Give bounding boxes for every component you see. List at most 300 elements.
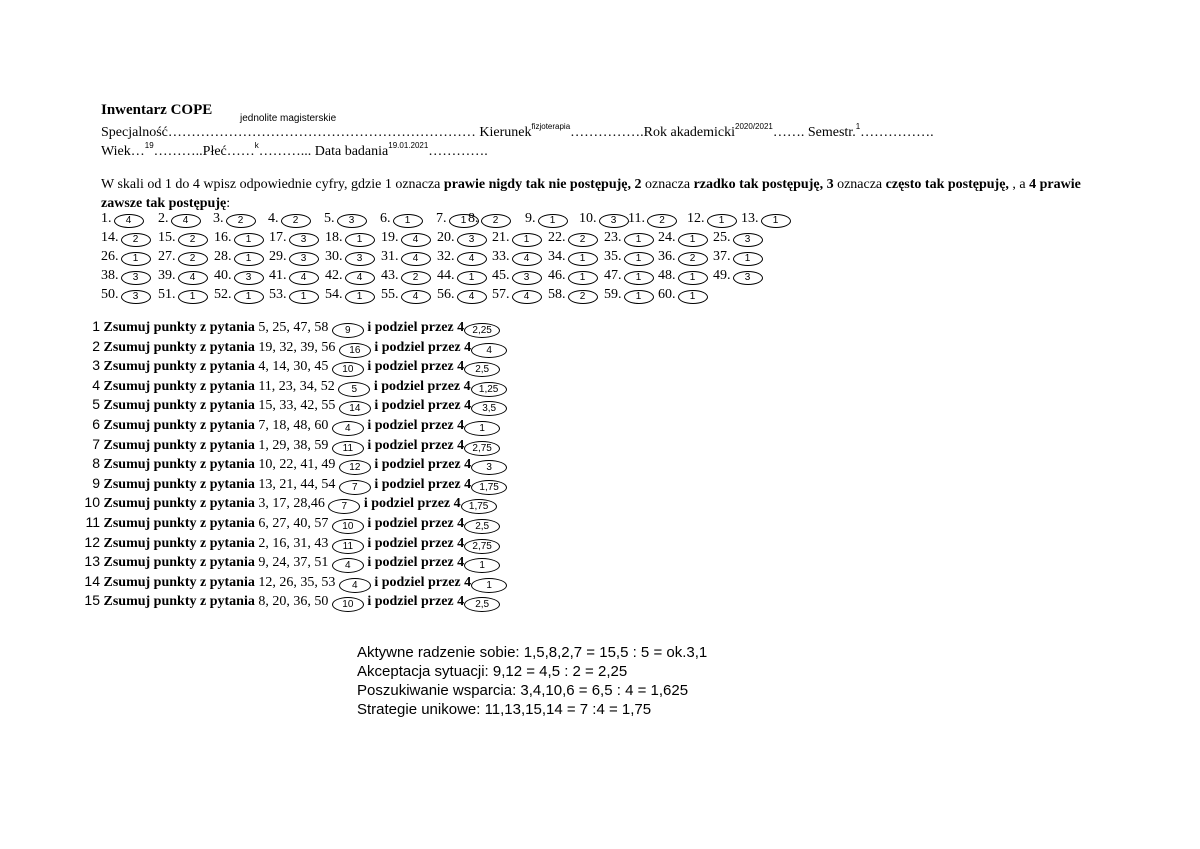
answer-item <box>437 287 487 304</box>
sum-result-oval: 1,25 <box>471 382 507 397</box>
spec-label: Specjalność <box>101 125 168 140</box>
line2-tail: …………. <box>428 144 488 159</box>
answer-item <box>658 287 708 304</box>
plec-label: ………..Płeć…… <box>153 144 255 159</box>
answer-value-oval: 4 <box>401 233 431 247</box>
question-number: 57. <box>492 287 510 302</box>
sum-row <box>74 455 507 475</box>
sum-result-oval: 3 <box>471 460 507 475</box>
sum-middle: i podziel przez 4 <box>370 339 472 355</box>
sum-index: 10 <box>84 494 100 511</box>
answer-item <box>158 268 208 285</box>
sum-row <box>74 534 500 554</box>
answer-value-oval: 2 <box>678 252 708 266</box>
question-number: 14. <box>101 230 119 245</box>
sum-total-oval: 7 <box>328 499 360 514</box>
answer-value-oval: 1 <box>733 252 763 266</box>
answer-value-oval: 2 <box>647 214 677 228</box>
question-number: 21. <box>492 230 510 245</box>
answer-value-oval: 3 <box>121 290 151 304</box>
note-line: Poszukiwanie wsparcia: 3,4,10,6 = 6,5 : 4 = 1,625 <box>357 682 689 699</box>
question-number: 60. <box>658 287 676 302</box>
question-number: 22. <box>548 230 566 245</box>
question-number: 56. <box>437 287 455 302</box>
question-number: 16. <box>214 230 232 245</box>
answer-item <box>381 268 431 285</box>
sum-middle: i podziel przez 4 <box>363 359 465 375</box>
sum-total-oval: 10 <box>332 519 364 534</box>
question-number: 23. <box>604 230 622 245</box>
sum-prefix: Zsumuj punkty z pytania <box>103 496 259 512</box>
answer-value-oval: 2 <box>281 214 311 228</box>
instr-text-3: oznacza <box>833 177 886 192</box>
question-number: 32. <box>437 249 455 264</box>
question-number: 59. <box>604 287 622 302</box>
answer-item <box>268 211 311 228</box>
sum-total-oval: 16 <box>339 343 371 358</box>
answer-value-oval: 1 <box>121 252 151 266</box>
question-number: 51. <box>158 287 176 302</box>
answer-item <box>741 211 791 228</box>
sum-total-oval: 9 <box>332 323 364 338</box>
sum-questions: 12, 26, 35, 53 <box>258 574 339 590</box>
sum-index: 13 <box>84 553 100 570</box>
sum-questions: 19, 32, 39, 56 <box>258 339 339 355</box>
answer-value-oval: 4 <box>345 271 375 285</box>
sum-questions: 9, 24, 37, 51 <box>258 555 332 571</box>
sum-prefix: Zsumuj punkty z pytania <box>103 398 259 414</box>
data-label: ………... Data badania <box>258 144 389 159</box>
sum-row <box>74 573 507 593</box>
specialization-value: jednolite magisterskie <box>240 113 337 124</box>
answer-item <box>325 268 375 285</box>
answer-item <box>214 230 264 247</box>
sum-index: 5 <box>92 396 100 413</box>
question-number: 50. <box>101 287 119 302</box>
question-number: 33. <box>492 249 510 264</box>
sum-index: 7 <box>92 435 100 452</box>
answer-item <box>214 268 264 285</box>
sum-questions: 1, 29, 38, 59 <box>258 437 332 453</box>
sum-middle: i podziel przez 4 <box>370 476 472 492</box>
header-line-2 <box>101 141 488 160</box>
sum-index: 14 <box>84 572 100 589</box>
sum-total-oval: 4 <box>332 558 364 573</box>
question-number: 39. <box>158 268 176 283</box>
answer-value-oval: 1 <box>234 252 264 266</box>
answer-value-oval: 2 <box>568 233 598 247</box>
sum-total-oval: 10 <box>332 362 364 377</box>
question-number: 43. <box>381 268 399 283</box>
instr-text-2: oznacza <box>641 177 694 192</box>
sum-result-oval: 3,5 <box>471 401 507 416</box>
spec-dots: ………………………………………………………… Kierunek <box>167 125 532 140</box>
answer-item <box>579 211 629 228</box>
sum-row <box>74 318 500 338</box>
instr-bold-2: rzadko tak postępuję, 3 <box>693 177 834 192</box>
question-number: 6. <box>380 211 391 226</box>
answer-item <box>713 230 763 247</box>
sum-row <box>74 592 500 612</box>
sum-index: 1 <box>92 318 100 334</box>
sum-questions: 6, 27, 40, 57 <box>258 516 332 531</box>
answer-value-oval: 4 <box>114 214 144 228</box>
sum-index: 9 <box>92 474 100 491</box>
sum-prefix: Zsumuj punkty z pytania <box>103 418 259 433</box>
answer-value-oval: 4 <box>178 271 208 285</box>
sum-total-oval: 14 <box>339 401 371 416</box>
answer-value-oval: 3 <box>289 233 319 247</box>
answer-value-oval: 4 <box>457 290 487 304</box>
answer-value-oval: 3 <box>234 271 264 285</box>
answer-item <box>325 230 375 247</box>
answer-item <box>687 211 737 228</box>
answer-item <box>214 249 264 266</box>
instr-text-1: W skali od 1 do 4 wpisz odpowiednie cyfry, gdzie 1 oznacza <box>101 177 444 192</box>
answer-value-oval: 1 <box>512 233 542 247</box>
question-number: 7. <box>436 211 447 226</box>
answer-item <box>468 211 511 228</box>
sum-result-oval: 1 <box>464 558 500 573</box>
sum-row <box>74 436 500 456</box>
sum-prefix: Zsumuj punkty z pytania <box>103 339 259 355</box>
answer-value-oval: 1 <box>289 290 319 304</box>
sum-index: 4 <box>92 376 100 393</box>
instr-bold-1: prawie nigdy tak nie postępuję, 2 <box>443 177 642 192</box>
question-number: 4. <box>268 211 279 226</box>
sum-prefix: Zsumuj punkty z pytania <box>103 320 259 335</box>
rok-label: …………….Rok akademicki <box>570 125 736 140</box>
answer-value-oval: 4 <box>171 214 201 228</box>
question-number: 12. <box>687 211 705 226</box>
sum-prefix: Zsumuj punkty z pytania <box>103 594 259 610</box>
answer-value-oval: 3 <box>121 271 151 285</box>
sum-middle: i podziel przez 4 <box>370 398 472 414</box>
question-number: 38. <box>101 268 119 283</box>
sum-middle: i podziel przez 4 <box>370 378 471 394</box>
answer-item <box>437 268 487 285</box>
answer-item <box>325 249 375 266</box>
question-number: 13. <box>741 211 759 226</box>
instr-bold-4: 4 prawie zawsze tak postępuję <box>101 177 1081 211</box>
answer-item <box>269 249 319 266</box>
sum-row <box>74 357 500 377</box>
sum-questions: 4, 14, 30, 45 <box>258 359 332 375</box>
question-number: 36. <box>658 249 676 264</box>
question-number: 49. <box>713 268 731 283</box>
answer-value-oval: 4 <box>457 252 487 266</box>
question-number: 37. <box>713 249 731 264</box>
answer-item <box>158 211 201 228</box>
sum-prefix: Zsumuj punkty z pytania <box>103 359 259 375</box>
question-number: 42. <box>325 268 343 283</box>
answer-item <box>325 287 375 304</box>
question-number: 10. <box>579 211 597 226</box>
sum-questions: 5, 25, 47, 58 <box>258 320 332 335</box>
sum-result-oval: 1 <box>471 578 507 593</box>
answer-value-oval: 1 <box>345 233 375 247</box>
answer-value-oval: 3 <box>289 252 319 266</box>
question-number: 31. <box>381 249 399 264</box>
sum-prefix: Zsumuj punkty z pytania <box>103 437 259 453</box>
sum-total-oval: 10 <box>332 597 364 612</box>
question-number: 25. <box>713 230 731 245</box>
answer-value-oval: 3 <box>599 214 629 228</box>
sum-row <box>74 338 507 358</box>
answer-value-oval: 1 <box>178 290 208 304</box>
answer-value-oval: 1 <box>457 271 487 285</box>
instr-bold-3: często tak postępuję, <box>885 177 1009 192</box>
answer-value-oval: 1 <box>624 271 654 285</box>
question-number: 41. <box>269 268 287 283</box>
answer-value-oval: 3 <box>345 252 375 266</box>
answer-item <box>381 287 431 304</box>
question-number: 46. <box>548 268 566 283</box>
answer-value-oval: 2 <box>401 271 431 285</box>
question-number: 40. <box>214 268 232 283</box>
answer-item <box>492 230 542 247</box>
answer-item <box>158 249 208 266</box>
sum-prefix: Zsumuj punkty z pytania <box>103 457 259 473</box>
answer-value-oval: 1 <box>538 214 568 228</box>
answer-item <box>604 249 654 266</box>
answer-item <box>269 268 319 285</box>
answer-item <box>269 230 319 247</box>
answer-item <box>101 230 151 247</box>
sum-prefix: Zsumuj punkty z pytania <box>103 476 259 492</box>
answer-item <box>381 230 431 247</box>
answer-value-oval: 1 <box>624 290 654 304</box>
answer-value-oval: 2 <box>178 252 208 266</box>
question-number: 17. <box>269 230 287 245</box>
sum-middle: i podziel przez 4 <box>363 594 465 610</box>
answer-item <box>380 211 423 228</box>
answer-item <box>381 249 431 266</box>
answer-value-oval: 4 <box>289 271 319 285</box>
question-number: 28. <box>214 249 232 264</box>
sum-index: 3 <box>92 357 100 374</box>
sum-result-oval: 1,75 <box>461 499 497 514</box>
sum-index: 11 <box>85 514 100 530</box>
document-title: Inwentarz COPE <box>101 102 213 118</box>
sum-questions: 11, 23, 34, 52 <box>258 378 339 394</box>
sum-middle: i podziel przez 4 <box>363 437 465 453</box>
sum-row <box>74 494 497 514</box>
answer-value-oval: 1 <box>678 290 708 304</box>
question-number: 20. <box>437 230 455 245</box>
answer-value-oval: 3 <box>512 271 542 285</box>
answer-value-oval: 1 <box>568 271 598 285</box>
answer-item <box>658 268 708 285</box>
sum-questions: 2, 16, 31, 43 <box>258 535 332 551</box>
answer-item <box>492 268 542 285</box>
answer-value-oval: 1 <box>393 214 423 228</box>
note-line: Aktywne radzenie sobie: 1,5,8,2,7 = 15,5 : 5 = ok.3,1 <box>357 644 708 661</box>
note-line: Strategie unikowe: 11,13,15,14 = 7 :4 = 1,75 <box>357 701 652 718</box>
rok-value: 2020/2021 <box>735 122 773 131</box>
answer-value-oval: 4 <box>512 290 542 304</box>
answer-item <box>525 211 568 228</box>
question-number: 1. <box>101 211 112 226</box>
sum-questions: 3, 17, 28,46 <box>258 496 329 512</box>
question-number: 18. <box>325 230 343 245</box>
sum-row <box>74 475 507 495</box>
answer-item <box>213 211 256 228</box>
answer-item <box>548 268 598 285</box>
data-value: 19.01.2021 <box>388 141 429 150</box>
sum-row <box>74 553 500 573</box>
sum-index: 8 <box>92 455 100 472</box>
answer-value-oval: 4 <box>512 252 542 266</box>
sum-index: 12 <box>84 533 100 550</box>
sum-result-oval: 2,75 <box>464 441 500 456</box>
sum-index: 15 <box>84 592 100 609</box>
answer-value-oval: 3 <box>337 214 367 228</box>
sum-row <box>74 514 500 534</box>
sum-questions: 13, 21, 44, 54 <box>258 476 339 492</box>
sum-result-oval: 1 <box>464 421 500 436</box>
sum-result-oval: 4 <box>471 343 507 358</box>
answer-item <box>492 287 542 304</box>
question-number: 30. <box>325 249 343 264</box>
answer-value-oval: 1 <box>678 271 708 285</box>
sum-result-oval: 2,5 <box>464 362 500 377</box>
plec-value: k <box>254 141 259 150</box>
answer-item <box>437 230 487 247</box>
kierunek-value: fizjoterapia <box>531 122 571 131</box>
sum-index: 2 <box>92 337 100 354</box>
answer-value-oval: 1 <box>345 290 375 304</box>
answer-item <box>101 211 144 228</box>
sum-prefix: Zsumuj punkty z pytania <box>103 378 259 394</box>
semestr-label: ……. Semestr. <box>772 125 856 140</box>
answer-value-oval: 3 <box>733 271 763 285</box>
header-line-1 <box>101 122 934 141</box>
sum-middle: i podziel przez 4 <box>363 418 465 433</box>
answer-value-oval: 2 <box>568 290 598 304</box>
sum-total-oval: 11 <box>332 539 364 554</box>
answer-value-oval: 2 <box>226 214 256 228</box>
answer-value-oval: 1 <box>761 214 791 228</box>
question-number: 5. <box>324 211 335 226</box>
sum-questions: 7, 18, 48, 60 <box>258 418 332 433</box>
sum-result-oval: 1,75 <box>471 480 507 495</box>
question-number: 35. <box>604 249 622 264</box>
answer-item <box>713 249 763 266</box>
answer-item <box>604 230 654 247</box>
answer-value-oval: 3 <box>457 233 487 247</box>
question-number: 53. <box>269 287 287 302</box>
answer-value-oval: 2 <box>481 214 511 228</box>
answer-item <box>604 268 654 285</box>
question-number: 48. <box>658 268 676 283</box>
answer-item <box>101 268 151 285</box>
answer-item <box>604 287 654 304</box>
answer-item <box>548 287 598 304</box>
question-number: 11. <box>628 211 645 226</box>
answer-item <box>658 230 708 247</box>
instr-text-4: , a <box>1008 177 1030 192</box>
instructions <box>101 175 1091 213</box>
answer-item <box>437 249 487 266</box>
answer-value-oval: 1 <box>624 252 654 266</box>
question-number: 58. <box>548 287 566 302</box>
question-number: 8. <box>468 211 479 226</box>
sum-questions: 8, 20, 36, 50 <box>258 594 332 610</box>
sum-row <box>74 377 507 397</box>
handwritten-notes <box>357 643 707 719</box>
sum-middle: i podziel przez 4 <box>370 574 472 590</box>
answer-value-oval: 1 <box>707 214 737 228</box>
question-number: 34. <box>548 249 566 264</box>
sum-questions: 15, 33, 42, 55 <box>258 398 339 414</box>
sum-prefix: Zsumuj punkty z pytania <box>103 574 259 590</box>
answer-value-oval: 4 <box>401 252 431 266</box>
sum-middle: i podziel przez 4 <box>363 555 465 571</box>
answer-item <box>628 211 677 228</box>
question-number: 15. <box>158 230 176 245</box>
answer-item <box>548 249 598 266</box>
wiek-value: 19 <box>144 141 154 150</box>
answer-item <box>101 287 151 304</box>
sum-result-oval: 2,5 <box>464 597 500 612</box>
instr-text-5: : <box>226 196 231 211</box>
question-number: 26. <box>101 249 119 264</box>
answer-item <box>214 287 264 304</box>
sum-total-oval: 11 <box>332 441 364 456</box>
question-number: 27. <box>158 249 176 264</box>
answer-value-oval: 1 <box>568 252 598 266</box>
semestr-value: 1 <box>855 122 861 131</box>
sum-result-oval: 2,5 <box>464 519 500 534</box>
sum-prefix: Zsumuj punkty z pytania <box>103 516 259 531</box>
sum-total-oval: 7 <box>339 480 371 495</box>
sum-result-oval: 2,75 <box>464 539 500 554</box>
question-number: 52. <box>214 287 232 302</box>
sum-total-oval: 12 <box>339 460 371 475</box>
question-number: 19. <box>381 230 399 245</box>
answer-value-oval: 1 <box>678 233 708 247</box>
sum-middle: i podziel przez 4 <box>363 320 465 335</box>
answer-item <box>658 249 708 266</box>
question-number: 2. <box>158 211 169 226</box>
sum-result-oval: 2,25 <box>464 323 500 338</box>
answer-item <box>101 249 151 266</box>
question-number: 3. <box>213 211 224 226</box>
answer-item <box>713 268 763 285</box>
question-number: 9. <box>525 211 536 226</box>
answer-item <box>158 230 208 247</box>
answer-value-oval: 4 <box>401 290 431 304</box>
sum-middle: i podziel przez 4 <box>370 457 472 473</box>
sum-middle: i podziel przez 4 <box>363 535 465 551</box>
sum-middle: i podziel przez 4 <box>360 496 461 512</box>
sum-total-oval: 4 <box>339 578 371 593</box>
question-number: 54. <box>325 287 343 302</box>
answer-value-oval: 1 <box>449 214 479 228</box>
answer-item <box>269 287 319 304</box>
sum-prefix: Zsumuj punkty z pytania <box>103 535 259 551</box>
answer-item <box>158 287 208 304</box>
sum-row <box>74 416 500 436</box>
sum-total-oval: 5 <box>338 382 370 397</box>
answer-value-oval: 1 <box>234 290 264 304</box>
answer-item <box>492 249 542 266</box>
answer-item <box>548 230 598 247</box>
answer-value-oval: 2 <box>178 233 208 247</box>
answer-value-oval: 1 <box>624 233 654 247</box>
sum-total-oval: 4 <box>332 421 364 436</box>
